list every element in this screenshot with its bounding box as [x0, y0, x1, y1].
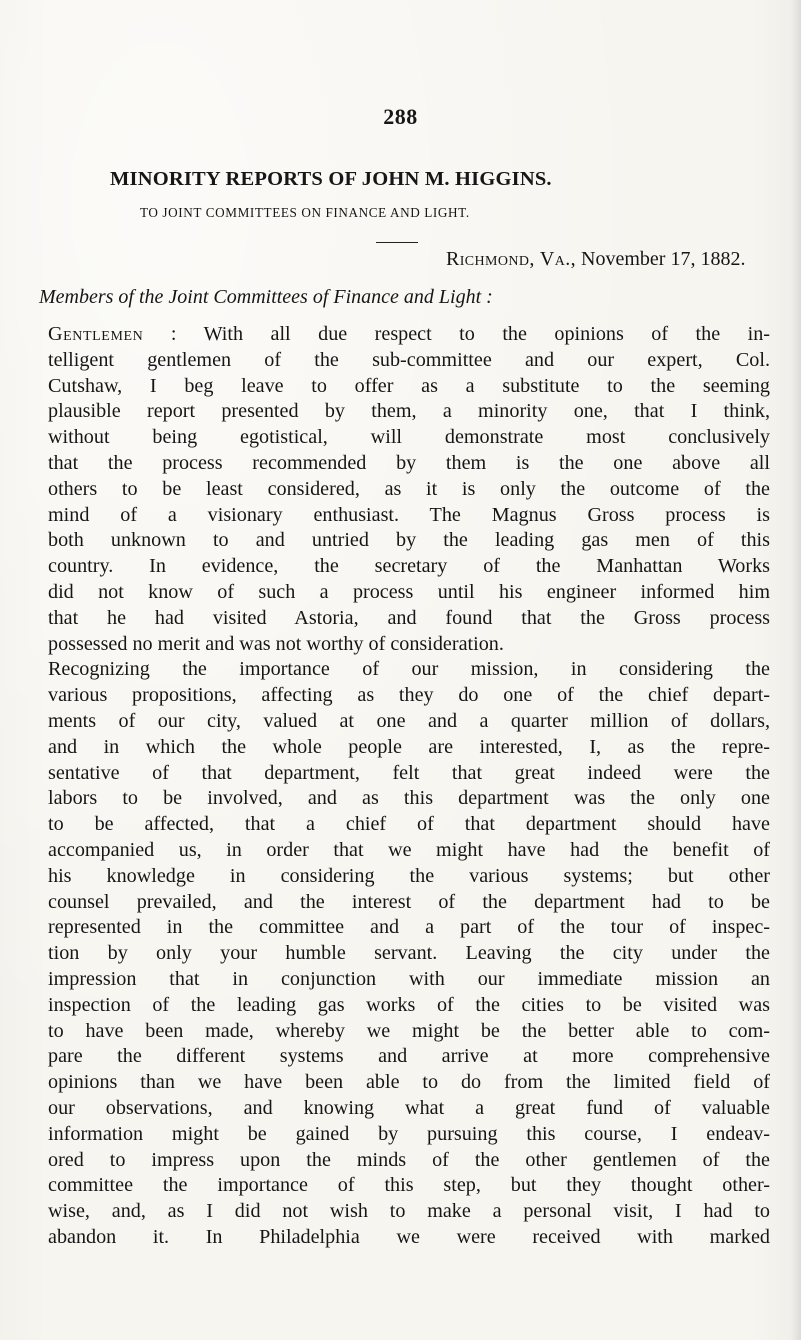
body-line: various propositions, affecting as they do one of the chief depart- [48, 684, 770, 707]
salutation: Members of the Joint Committees of Finance and Light : [39, 286, 493, 308]
body-line: Cutshaw, I beg leave to offer as a substitute to the seeming [48, 374, 770, 397]
body-line: both unknown to and untried by the leading gas men of this [48, 529, 770, 552]
body-line: impression that in conjunction with our immediate mission an [48, 967, 770, 990]
body-line: Gentlemen : With all due respect to the opinions of the in- [48, 323, 770, 345]
body-line: plausible report presented by them, a minority one, that I think, [48, 400, 770, 423]
body-line: to be affected, that a chief of that department should have [48, 813, 770, 836]
dateline-place: Richmond, Va., [446, 248, 577, 270]
body-line: pare the different systems and arrive at more comprehensive [48, 1045, 770, 1068]
body-line: did not know of such a process until his engineer informed him [48, 580, 770, 603]
body-line: counsel prevailed, and the interest of the department had to be [48, 890, 770, 913]
body-line: to have been made, whereby we might be the better able to com- [48, 1019, 770, 1042]
salutation-lead: Gentlemen [48, 323, 144, 345]
body-line: our observations, and knowing what a great fund of valuable [48, 1096, 770, 1119]
body-line: inspection of the leading gas works of the cities to be visited was [48, 993, 770, 1016]
body-line: information might be gained by pursuing this course, I endeav- [48, 1122, 770, 1145]
body-line: accompanied us, in order that we might have had the benefit of [48, 838, 770, 861]
dateline [446, 248, 766, 271]
body-line: mind of a visionary enthusiast. The Magnus Gross process is [48, 503, 770, 526]
body-line: ments of our city, valued at one and a quarter million of dollars, [48, 709, 770, 732]
body-line: and in which the whole people are interested, I, as the repre- [48, 735, 770, 758]
body-line: tion by only your humble servant. Leaving the city under the [48, 942, 770, 965]
body-line: others to be least considered, as it is only the outcome of the [48, 477, 770, 500]
body-line: sentative of that department, felt that great indeed were the [48, 761, 770, 784]
report-title: MINORITY REPORTS OF JOHN M. HIGGINS. [110, 168, 552, 190]
body-line: Recognizing the importance of our mission, in considering the [48, 658, 770, 681]
body-line: opinions than we have been able to do from the limited field of [48, 1071, 770, 1094]
dateline-date: November 17, 1882. [581, 248, 746, 270]
body-line: represented in the committee and a part of the tour of inspec- [48, 916, 770, 939]
body-line: wise, and, as I did not wish to make a personal visit, I had to [48, 1200, 770, 1223]
body-line: his knowledge in considering the various systems; but other [48, 864, 770, 887]
body-line: abandon it. In Philadelphia we were received with marked [48, 1225, 770, 1248]
report-subtitle: TO JOINT COMMITTEES ON FINANCE AND LIGHT. [140, 205, 470, 220]
body-line: country. In evidence, the secretary of the Manhattan Works [48, 555, 770, 578]
body-line: without being egotistical, will demonstrate most conclusively [48, 426, 770, 449]
body-line: telligent gentlemen of the sub-committee and our expert, Col. [48, 348, 770, 371]
body-line: that he had visited Astoria, and found that the Gross process [48, 606, 770, 629]
report-body [48, 322, 770, 1251]
page-number: 288 [383, 104, 418, 129]
page-edge-shadow [791, 0, 801, 1340]
body-line: that the process recommended by them is the one above all [48, 451, 770, 474]
body-line: committee the importance of this step, but they thought other- [48, 1174, 770, 1197]
body-line: possessed no merit and was not worthy of consideration. [48, 632, 504, 655]
short-rule-divider [376, 242, 418, 243]
body-line: ored to impress upon the minds of the other gentlemen of the [48, 1148, 770, 1171]
body-line: labors to be involved, and as this department was the only one [48, 787, 770, 810]
